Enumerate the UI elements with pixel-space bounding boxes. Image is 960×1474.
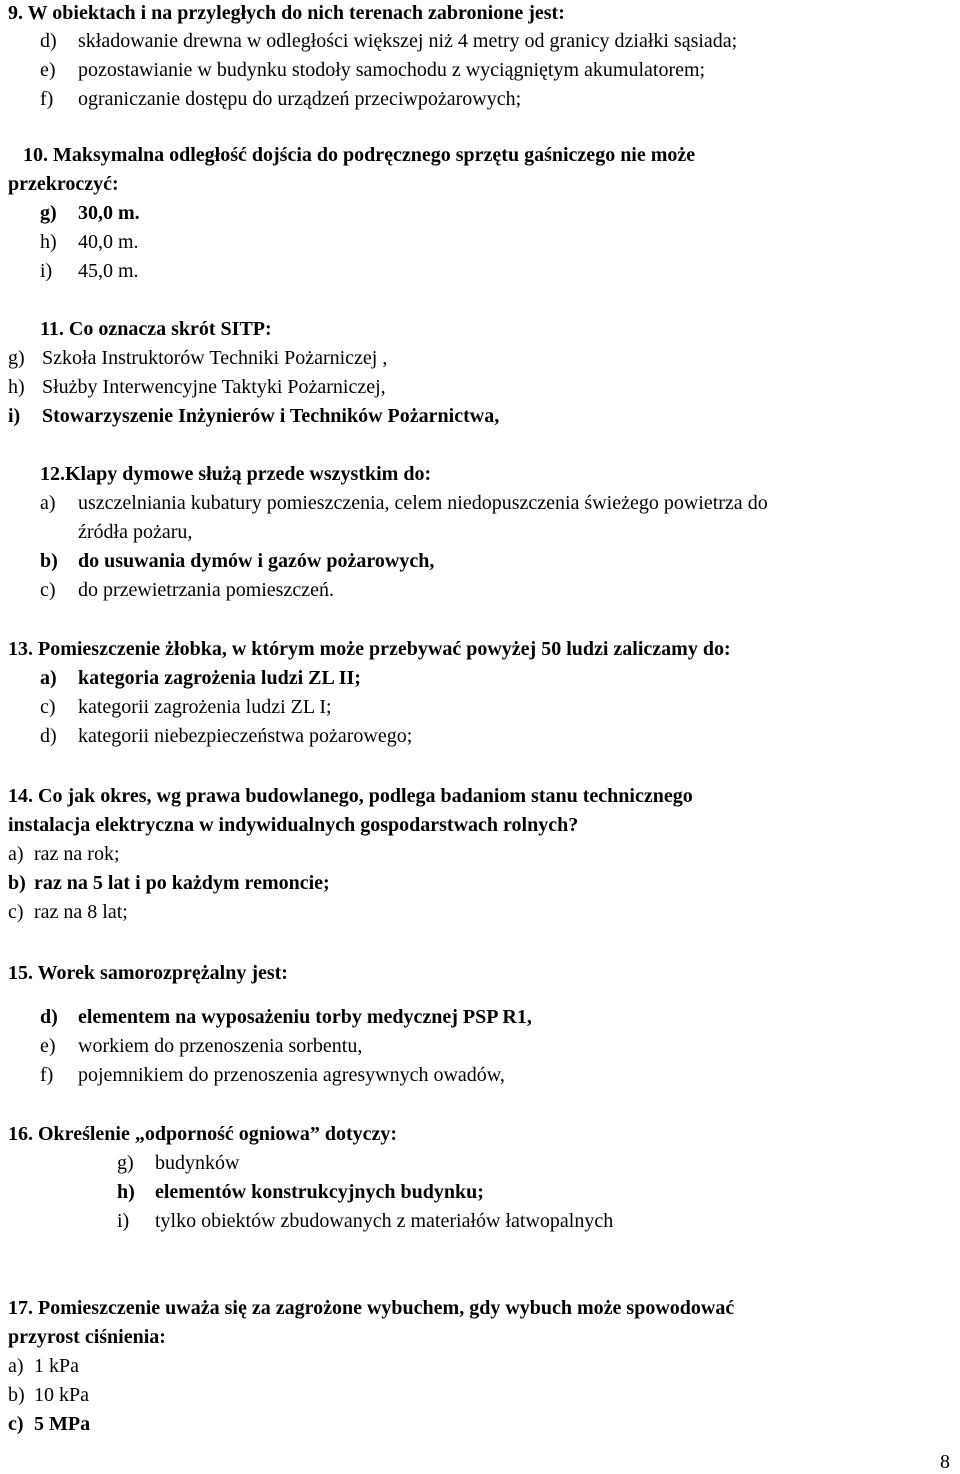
question-heading: 10. Maksymalna odległość dojścia do podręcznego sprzętu gaśniczego nie może — [23, 144, 696, 166]
option-h: h) elementów konstrukcyjnych budynku; — [117, 1181, 484, 1203]
option-a: a) 1 kPa — [8, 1355, 79, 1377]
question-heading-cont: przyrost ciśnienia: — [8, 1326, 166, 1348]
question-heading: 9. W obiektach i na przyległych do nich terenach zabronione jest: — [8, 2, 565, 24]
question-heading: 13. Pomieszczenie żłobka, w którym może przebywać powyżej 50 ludzi zaliczamy do: — [8, 638, 731, 660]
question-heading: 14. Co jak okres, wg prawa budowlanego, podlega badaniom stanu technicznego — [8, 785, 693, 807]
option-g: g) Szkoła Instruktorów Techniki Pożarniczej , — [8, 347, 388, 369]
question-heading-cont: instalacja elektryczna w indywidualnych gospodarstwach rolnych? — [8, 814, 579, 836]
option-i: i) Stowarzyszenie Inżynierów i Techników Pożarnictwa, — [8, 405, 500, 427]
option-g: g) budynków — [117, 1152, 240, 1174]
option-a: a) raz na rok; — [8, 843, 120, 865]
option-e: e) pozostawianie w budynku stodoły samochodu z wyciągniętym akumulatorem; — [40, 59, 706, 81]
question-heading: 12.Klapy dymowe służą przede wszystkim do: — [40, 463, 432, 485]
question-heading: 11. Co oznacza skrót SITP: — [40, 318, 272, 340]
question-heading: 17. Pomieszczenie uważa się za zagrożone wybuchem, gdy wybuch może spowodować — [8, 1297, 735, 1319]
option-d: d) elementem na wyposażeniu torby medycznej PSP R1, — [40, 1006, 532, 1028]
option-a: a) kategoria zagrożenia ludzi ZL II; — [40, 667, 361, 689]
option-f: f) ograniczanie dostępu do urządzeń przeciwpożarowych; — [40, 88, 522, 110]
page-number: 8 — [940, 1451, 950, 1473]
option-d: d) składowanie drewna w odległości większej niż 4 metry od granicy działki sąsiada; — [40, 30, 738, 52]
option-i: i) 45,0 m. — [40, 260, 139, 282]
option-e: e) workiem do przenoszenia sorbentu, — [40, 1035, 363, 1057]
option-a: a) uszczelniania kubatury pomieszczenia, celem niedopuszczenia świeżego powietrza do — [40, 492, 768, 514]
option-d: d) kategorii niebezpieczeństwa pożarowego; — [40, 725, 413, 747]
question-heading: 16. Określenie „odporność ogniowa” dotyczy: — [8, 1123, 398, 1145]
option-g: g) 30,0 m. — [40, 202, 140, 224]
option-b: b) raz na 5 lat i po każdym remoncie; — [8, 872, 330, 894]
option-b: b) 10 kPa — [8, 1384, 89, 1406]
option-h: h) Służby Interwencyjne Taktyki Pożarniczej, — [8, 376, 386, 398]
option-c: c) raz na 8 lat; — [8, 901, 128, 923]
option-i: i) tylko obiektów zbudowanych z materiałów łatwopalnych — [117, 1210, 614, 1232]
option-a-cont: źródła pożaru, — [78, 521, 193, 543]
option-f: f) pojemnikiem do przenoszenia agresywnych owadów, — [40, 1064, 505, 1086]
option-c: c) do przewietrzania pomieszczeń. — [40, 579, 334, 601]
question-heading: 15. Worek samorozprężalny jest: — [8, 962, 288, 984]
option-c: c) 5 MPa — [8, 1413, 91, 1435]
question-heading-cont: przekroczyć: — [8, 173, 119, 195]
option-c: c) kategorii zagrożenia ludzi ZL I; — [40, 696, 332, 718]
option-h: h) 40,0 m. — [40, 231, 139, 253]
option-b: b) do usuwania dymów i gazów pożarowych, — [40, 550, 435, 572]
